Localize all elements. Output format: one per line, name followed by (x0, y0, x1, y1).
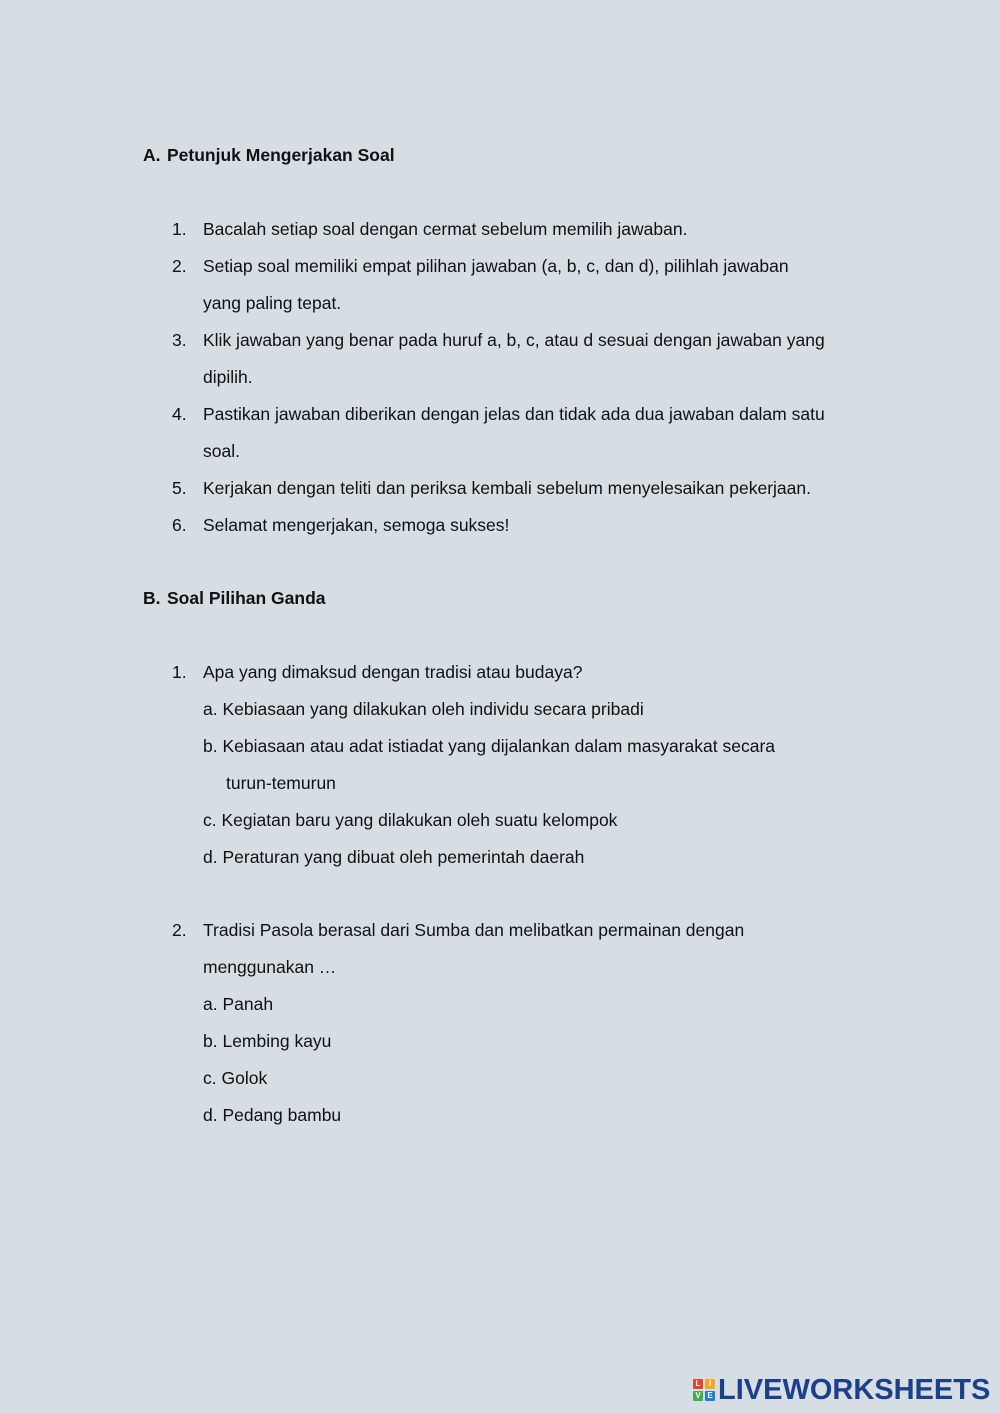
instruction-text: yang paling tepat. (203, 293, 342, 313)
question-number: 2. (172, 920, 187, 940)
answer-option-a[interactable]: a. Kebiasaan yang dilakukan oleh individu secara pribadi (203, 699, 644, 719)
logo-text: LIVEWORKSHEETS (718, 1373, 991, 1406)
instruction-number: 1. (172, 219, 187, 239)
logo-icon (693, 1379, 715, 1401)
logo-grid-letter: V (693, 1391, 703, 1401)
instruction-text: dipilih. (203, 367, 253, 387)
instruction-text: Selamat mengerjakan, semoga sukses! (203, 515, 510, 535)
answer-option-b[interactable]: b. Kebiasaan atau adat istiadat yang dijalankan dalam masyarakat secara (203, 736, 776, 756)
liveworksheets-logo (693, 1374, 990, 1406)
logo-grid-letter: L (693, 1379, 703, 1389)
section-b-heading (143, 588, 326, 609)
instruction-text: Pastikan jawaban diberikan dengan jelas dan tidak ada dua jawaban dalam satu (203, 404, 825, 424)
instruction-number: 2. (172, 256, 187, 276)
answer-option-c[interactable]: c. Golok (203, 1068, 268, 1088)
logo-grid-letter: E (705, 1391, 715, 1401)
section-a-letter: A. (143, 145, 161, 165)
instruction-text: Setiap soal memiliki empat pilihan jawaban (a, b, c, dan d), pilihlah jawaban (203, 256, 789, 276)
instruction-text: Kerjakan dengan teliti dan periksa kembali sebelum menyelesaikan pekerjaan. (203, 478, 811, 498)
instruction-number: 4. (172, 404, 187, 424)
section-a-title: Petunjuk Mengerjakan Soal (167, 145, 395, 165)
instruction-text: Klik jawaban yang benar pada huruf a, b, c, atau d sesuai dengan jawaban yang (203, 330, 825, 350)
section-a-heading (143, 145, 395, 166)
logo-grid-letter: I (705, 1379, 715, 1389)
answer-option-a[interactable]: a. Panah (203, 994, 274, 1014)
answer-option-b-continued[interactable]: turun-temurun (226, 773, 336, 793)
section-b-title: Soal Pilihan Ganda (167, 588, 326, 608)
section-b-letter: B. (143, 588, 161, 608)
instruction-number: 6. (172, 515, 187, 535)
question-number: 1. (172, 662, 187, 682)
answer-option-d[interactable]: d. Pedang bambu (203, 1105, 342, 1125)
instruction-number: 5. (172, 478, 187, 498)
answer-option-b[interactable]: b. Lembing kayu (203, 1031, 332, 1051)
question-text: menggunakan … (203, 957, 337, 977)
instruction-text: soal. (203, 441, 240, 461)
instruction-number: 3. (172, 330, 187, 350)
question-text: Tradisi Pasola berasal dari Sumba dan melibatkan permainan dengan (203, 920, 745, 940)
instruction-text: Bacalah setiap soal dengan cermat sebelum memilih jawaban. (203, 219, 688, 239)
question-text: Apa yang dimaksud dengan tradisi atau budaya? (203, 662, 583, 682)
answer-option-c[interactable]: c. Kegiatan baru yang dilakukan oleh suatu kelompok (203, 810, 618, 830)
answer-option-d[interactable]: d. Peraturan yang dibuat oleh pemerintah daerah (203, 847, 585, 867)
